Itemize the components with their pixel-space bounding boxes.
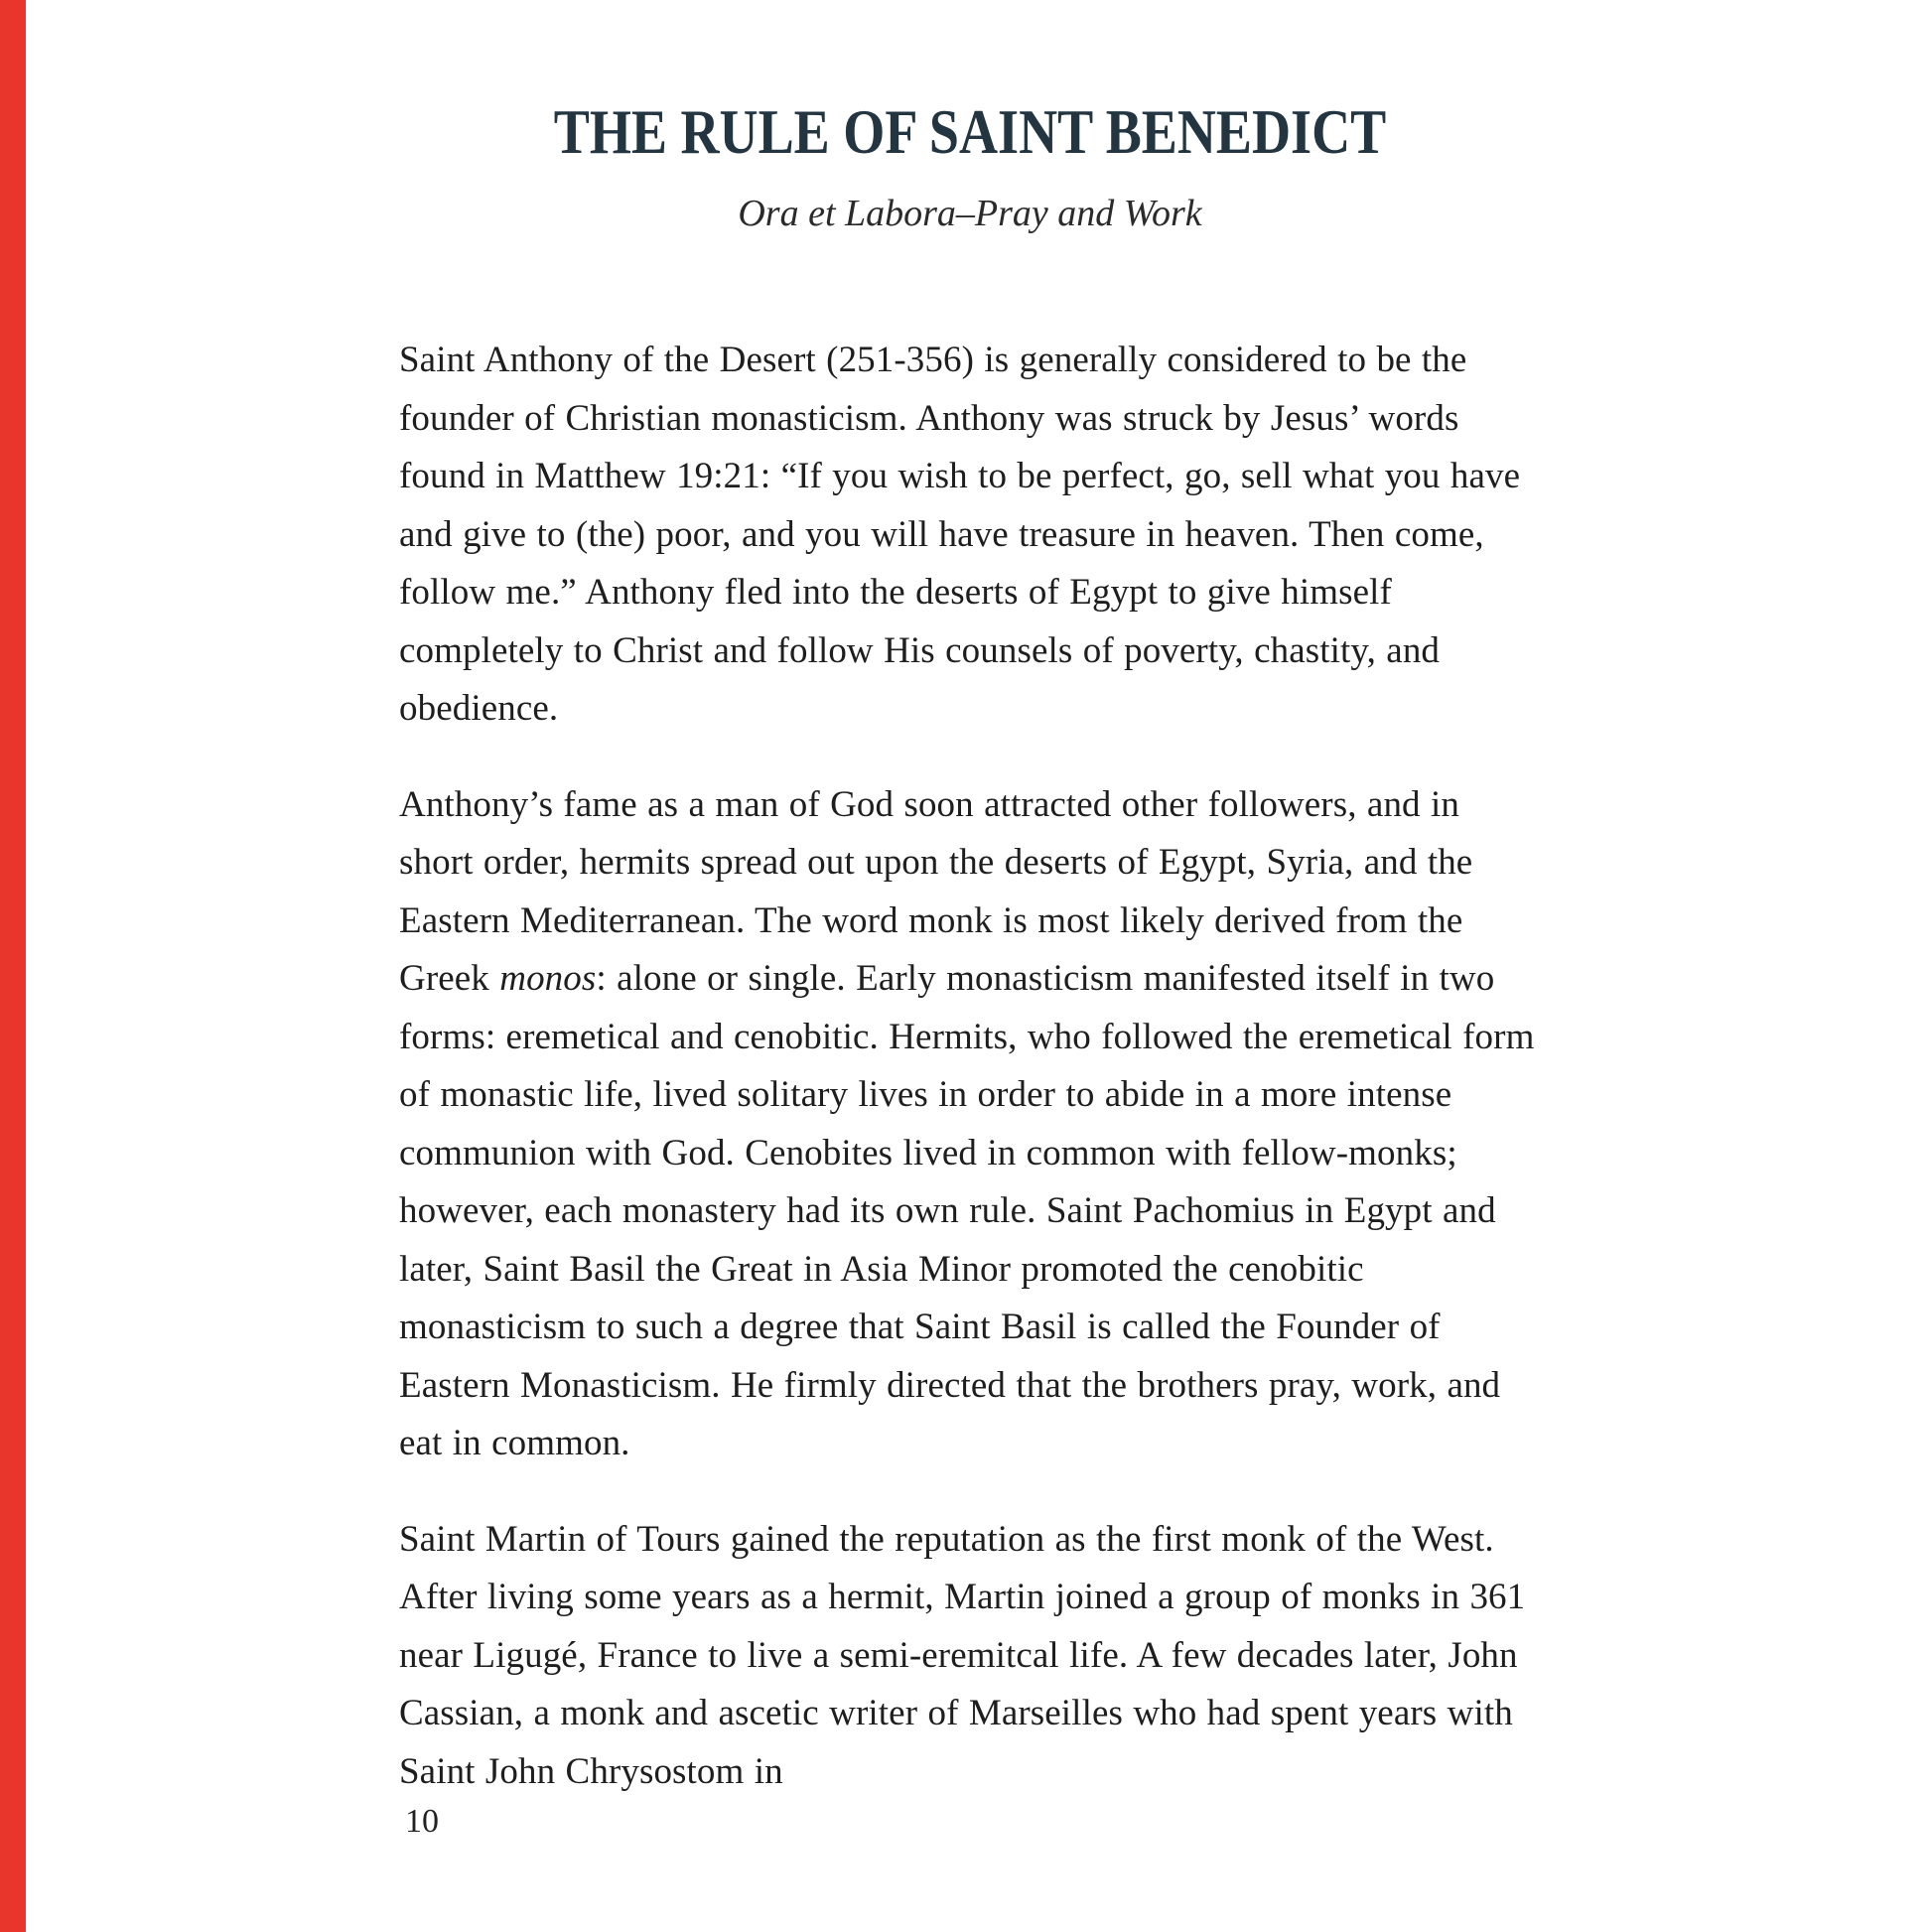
page-title: THE RULE OF SAINT BENEDICT [553,96,1387,167]
text-run: Anthony’s fame as a man of God soon attracted other followers, and in short order, hermits spread out upon the deserts of Egypt, Syria, and the Eastern Mediterranean. The word monk is most likely derived from the Greek [399,783,1473,999]
page-subtitle: Ora et Labora–Pray and Work [738,193,1202,234]
text-run: Saint Anthony of the Desert (251-356) is generally considered to be the founder of Christian monasticism. Anthony was struck by Jesus’ words found in Matthew 19:21: “If you wish to be perfect, go, sell what you have and give to (the) poor, and you will have treasure in heaven. Then come, follow me.” Anthony fled into the deserts of Egypt to give himself completely to Christ and follow His counsels of poverty, chastity, and obedience. [399,340,1521,729]
body-paragraphs [399,332,1541,1801]
page-number: 10 [405,1803,439,1840]
left-edge-accent-stripe [0,0,26,1932]
paragraph [399,1511,1541,1802]
paragraph [399,776,1541,1473]
page-content [399,0,1541,1841]
text-run: Saint Martin of Tours gained the reputation as the first monk of the West. After living some years as a hermit, Martin joined a group of monks in 361 near Ligugé, France to live a semi-eremitcal life. A few decades later, John Cassian, a monk and ascetic writer of Marseilles who had spent years with Saint John Chrysostom in [399,1518,1526,1792]
text-run: : alone or single. Early monasticism manifested itself in two forms: eremetical and cenobitic. Hermits, who followed the eremetical form of monastic life, lived solitary lives in order to abide in a more intense communion with God. Cenobites lived in common with fellow-monks; however, each monastery had its own rule. Saint Pachomius in Egypt and later, Saint Basil the Great in Asia Minor promoted the cenobitic monasticism to such a degree that Saint Basil is called the Founder of Eastern Monasticism. He firmly directed that the brothers pray, work, and eat in common. [399,958,1535,1463]
paragraph [399,332,1541,739]
italic-text-run: monos [499,958,597,999]
